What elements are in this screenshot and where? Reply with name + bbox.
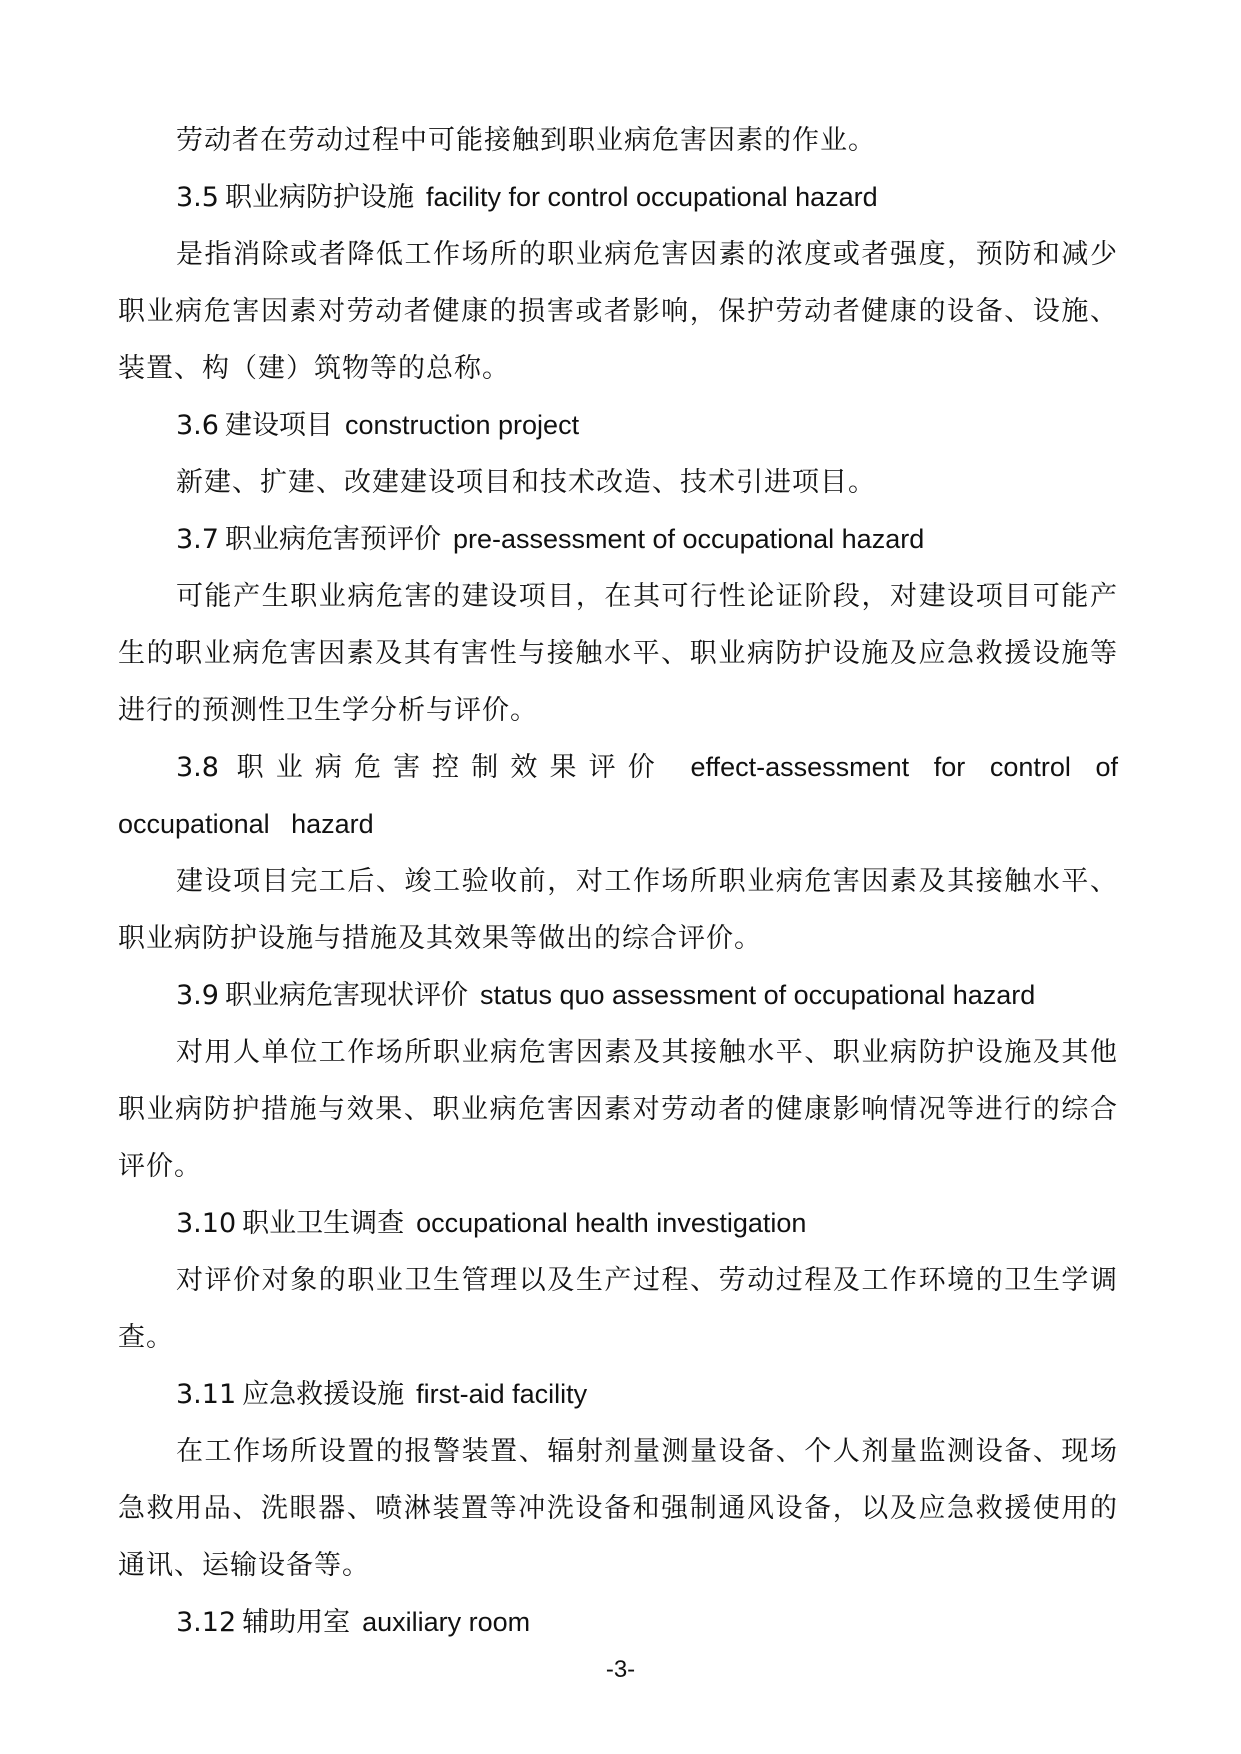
term-heading-3-6 [118, 397, 1118, 454]
term-number: 3.5 [176, 182, 219, 213]
term-heading-3-5 [118, 169, 1118, 226]
term-heading-3-8 [118, 739, 1118, 853]
term-number: 3.12 [176, 1607, 237, 1638]
term-chinese: 建设项目 [224, 410, 333, 441]
term-english: construction project [344, 410, 580, 440]
term-number: 3.8 [176, 752, 219, 783]
term-chinese: 职业卫生调查 [242, 1208, 405, 1239]
paragraph: 建设项目完工后、竣工验收前，对工作场所职业病危害因素及其接触水平、职业病防护设施与措施及其效果等做出的综合评价。 [118, 866, 1118, 954]
term-chinese: 应急救援设施 [242, 1379, 405, 1410]
term-number: 3.6 [176, 410, 219, 441]
term-heading-3-7 [118, 511, 1118, 568]
paragraph: 在工作场所设置的报警装置、辐射剂量测量设备、个人剂量监测设备、现场急救用品、洗眼器、喷淋装置等冲洗设备和强制通风设备，以及应急救援使用的通讯、运输设备等。 [118, 1436, 1118, 1581]
term-number: 3.7 [176, 524, 219, 555]
paragraph: 是指消除或者降低工作场所的职业病危害因素的浓度或者强度，预防和减少职业病危害因素对劳动者健康的损害或者影响，保护劳动者健康的设备、设施、装置、构（建）筑物等的总称。 [118, 239, 1118, 384]
term-heading-3-11 [118, 1366, 1118, 1423]
term-number: 3.9 [176, 980, 219, 1011]
term-english: effect-assessment for control of occupational hazard [118, 752, 1119, 839]
term-chinese: 职业病危害预评价 [224, 524, 441, 555]
term-number: 3.10 [176, 1208, 237, 1239]
term-chinese: 职业病危害控制效果评价 [236, 752, 667, 783]
term-english: auxiliary room [362, 1607, 531, 1637]
paragraph: 对评价对象的职业卫生管理以及生产过程、劳动过程及工作环境的卫生学调查。 [118, 1265, 1118, 1353]
term-english: facility for control occupational hazard [425, 182, 878, 212]
paragraph: 劳动者在劳动过程中可能接触到职业病危害因素的作业。 [176, 125, 876, 156]
term-english: first-aid facility [416, 1379, 588, 1409]
term-english: pre-assessment of occupational hazard [452, 524, 925, 554]
term-heading-3-10 [118, 1195, 1118, 1252]
document-body [118, 112, 1118, 1651]
term-number: 3.11 [176, 1379, 237, 1410]
term-chinese: 职业病防护设施 [224, 182, 414, 213]
term-heading-3-9 [118, 967, 1118, 1024]
paragraph: 新建、扩建、改建建设项目和技术改造、技术引进项目。 [176, 467, 876, 498]
term-chinese: 职业病危害现状评价 [224, 980, 468, 1011]
term-english: occupational health investigation [416, 1208, 807, 1238]
page-number: -3- [605, 1656, 636, 1683]
paragraph: 对用人单位工作场所职业病危害因素及其接触水平、职业病防护设施及其他职业病防护措施与效果、职业病危害因素对劳动者的健康影响情况等进行的综合评价。 [118, 1037, 1118, 1182]
term-heading-3-12 [118, 1594, 1118, 1651]
term-english: status quo assessment of occupational hazard [479, 980, 1036, 1010]
paragraph: 可能产生职业病危害的建设项目，在其可行性论证阶段，对建设项目可能产生的职业病危害因素及其有害性与接触水平、职业病防护设施及应急救援设施等进行的预测性卫生学分析与评价。 [118, 581, 1118, 726]
term-chinese: 辅助用室 [242, 1607, 351, 1638]
